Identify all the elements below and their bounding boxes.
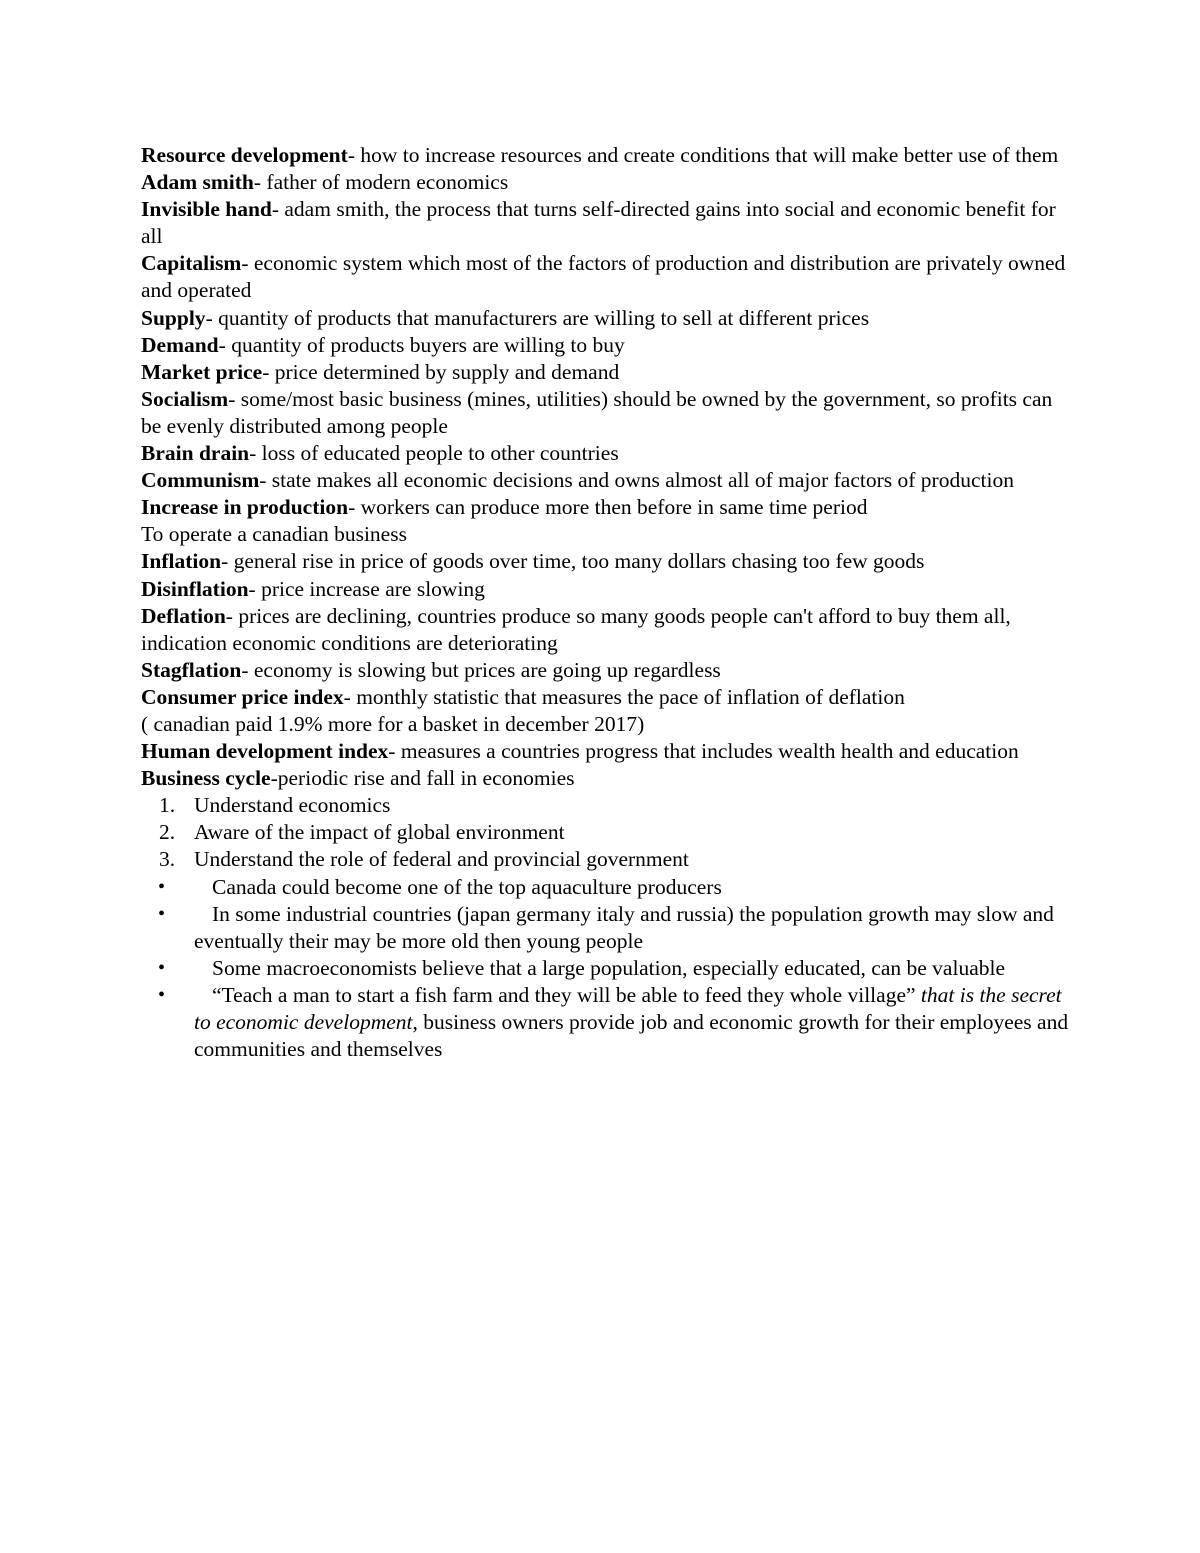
list-item-text: Understand the role of federal and provincial government <box>194 847 689 872</box>
definition-text: - state makes all economic decisions and owns almost all of major factors of production <box>259 468 1014 493</box>
definition-text: - quantity of products that manufacturers are willing to sell at different prices <box>205 305 870 330</box>
definition-market-price <box>141 359 1071 386</box>
definition-text: - quantity of products buyers are willing to buy <box>218 332 625 357</box>
definition-term: Supply <box>141 305 206 330</box>
definition-brain-drain <box>141 440 1071 467</box>
list-number: 3. <box>159 847 176 872</box>
definition-text: - loss of educated people to other countries <box>249 441 619 466</box>
italic-emphasis: that is the secret to economic development <box>194 982 1062 1034</box>
bullet-icon: • <box>158 902 166 925</box>
definition-term: Consumer price index <box>141 684 344 709</box>
definition-text: - measures a countries progress that includes wealth health and education <box>388 739 1019 764</box>
definition-supply <box>141 305 1071 332</box>
definition-text: - workers can produce more then before in same time period <box>348 495 868 520</box>
definition-term: Socialism <box>141 386 229 411</box>
list-item <box>141 819 1071 846</box>
definition-term: Capitalism <box>141 251 242 276</box>
definition-term: Deflation <box>141 603 226 628</box>
definition-deflation <box>141 603 1071 657</box>
definition-text: - prices are declining, countries produce so many goods people can't afford to buy them all, indication economic conditions are deteriorating <box>141 603 1011 655</box>
definition-term: Increase in production <box>141 495 349 520</box>
definition-text: - economy is slowing but prices are going up regardless <box>241 657 721 682</box>
list-number: 2. <box>159 820 176 845</box>
definition-term: Business cycle <box>141 766 271 791</box>
bullet-icon: • <box>158 956 166 979</box>
definition-inflation <box>141 548 1071 575</box>
bullet-item <box>141 955 1071 982</box>
definition-text: - price determined by supply and demand <box>262 359 620 384</box>
definition-text: -periodic rise and fall in economies <box>270 766 575 791</box>
definition-text: - price increase are slowing <box>248 576 485 601</box>
definition-text: - monthly statistic that measures the pace of inflation of deflation <box>343 684 905 709</box>
definition-consumer-price-index <box>141 684 1071 711</box>
definition-disinflation <box>141 576 1071 603</box>
bullet-item <box>141 901 1071 955</box>
cpi-note: ( canadian paid 1.9% more for a basket in december 2017) <box>141 711 645 736</box>
quote-continuation: , business owners provide job and economic growth for their employees and communities and themselves <box>194 1010 1069 1062</box>
definition-term: Adam smith <box>141 170 254 195</box>
bullet-item <box>141 874 1071 901</box>
quote-text: “Teach a man to start a fish farm and they will be able to feed they whole village” <box>212 982 921 1007</box>
definition-term: Invisible hand <box>141 197 272 222</box>
definition-term: Disinflation <box>141 576 249 601</box>
bullet-list <box>141 874 1071 1064</box>
definition-term: Resource development <box>141 143 348 167</box>
definition-term: Human development index <box>141 739 389 764</box>
definition-text: - general rise in price of goods over time, too many dollars chasing too few goods <box>221 549 925 574</box>
bullet-icon: • <box>158 983 166 1006</box>
note-line: To operate a canadian business <box>141 522 407 547</box>
definition-adam-smith <box>141 169 1071 196</box>
definition-text: - how to increase resources and create conditions that will make better use of them <box>347 143 1059 167</box>
definition-term: Market price <box>141 359 263 384</box>
definition-increase-in-production <box>141 494 1071 521</box>
definition-text: - adam smith, the process that turns self-directed gains into social and economic benefit for all <box>141 197 1056 249</box>
definition-resource-development <box>141 142 1071 169</box>
document-page <box>141 142 1071 1063</box>
definition-demand <box>141 332 1071 359</box>
definition-stagflation <box>141 657 1071 684</box>
definition-human-development-index <box>141 738 1071 765</box>
definition-socialism <box>141 386 1071 440</box>
definition-term: Stagflation <box>141 657 242 682</box>
bullet-item <box>141 982 1071 1063</box>
bullet-text: Canada could become one of the top aquaculture producers <box>212 874 722 899</box>
definition-communism <box>141 467 1071 494</box>
definition-term: Communism <box>141 468 260 493</box>
definition-text: - economic system which most of the factors of production and distribution are privately owned and operated <box>141 251 1066 303</box>
list-item-text: Aware of the impact of global environment <box>194 820 565 845</box>
list-number: 1. <box>159 793 176 818</box>
definition-term: Demand <box>141 332 219 357</box>
definition-text: - some/most basic business (mines, utilities) should be owned by the government, so profits can be evenly distributed among people <box>141 386 1053 438</box>
definition-term: Brain drain <box>141 441 250 466</box>
bullet-text: In some industrial countries (japan germany italy and russia) the population growth may slow and eventually their may be more old then young people <box>194 901 1054 953</box>
list-item <box>141 792 1071 819</box>
definition-text: - father of modern economics <box>253 170 509 195</box>
bullet-text <box>194 983 1068 1061</box>
definition-capitalism <box>141 250 1071 304</box>
list-item-text: Understand economics <box>194 793 391 818</box>
list-item <box>141 846 1071 873</box>
numbered-list <box>141 792 1071 873</box>
definition-term: Inflation <box>141 549 222 574</box>
bullet-text: Some macroeconomists believe that a large population, especially educated, can be valuable <box>212 955 1006 980</box>
definition-business-cycle <box>141 765 1071 792</box>
bullet-icon: • <box>158 875 166 898</box>
definition-invisible-hand <box>141 196 1071 250</box>
